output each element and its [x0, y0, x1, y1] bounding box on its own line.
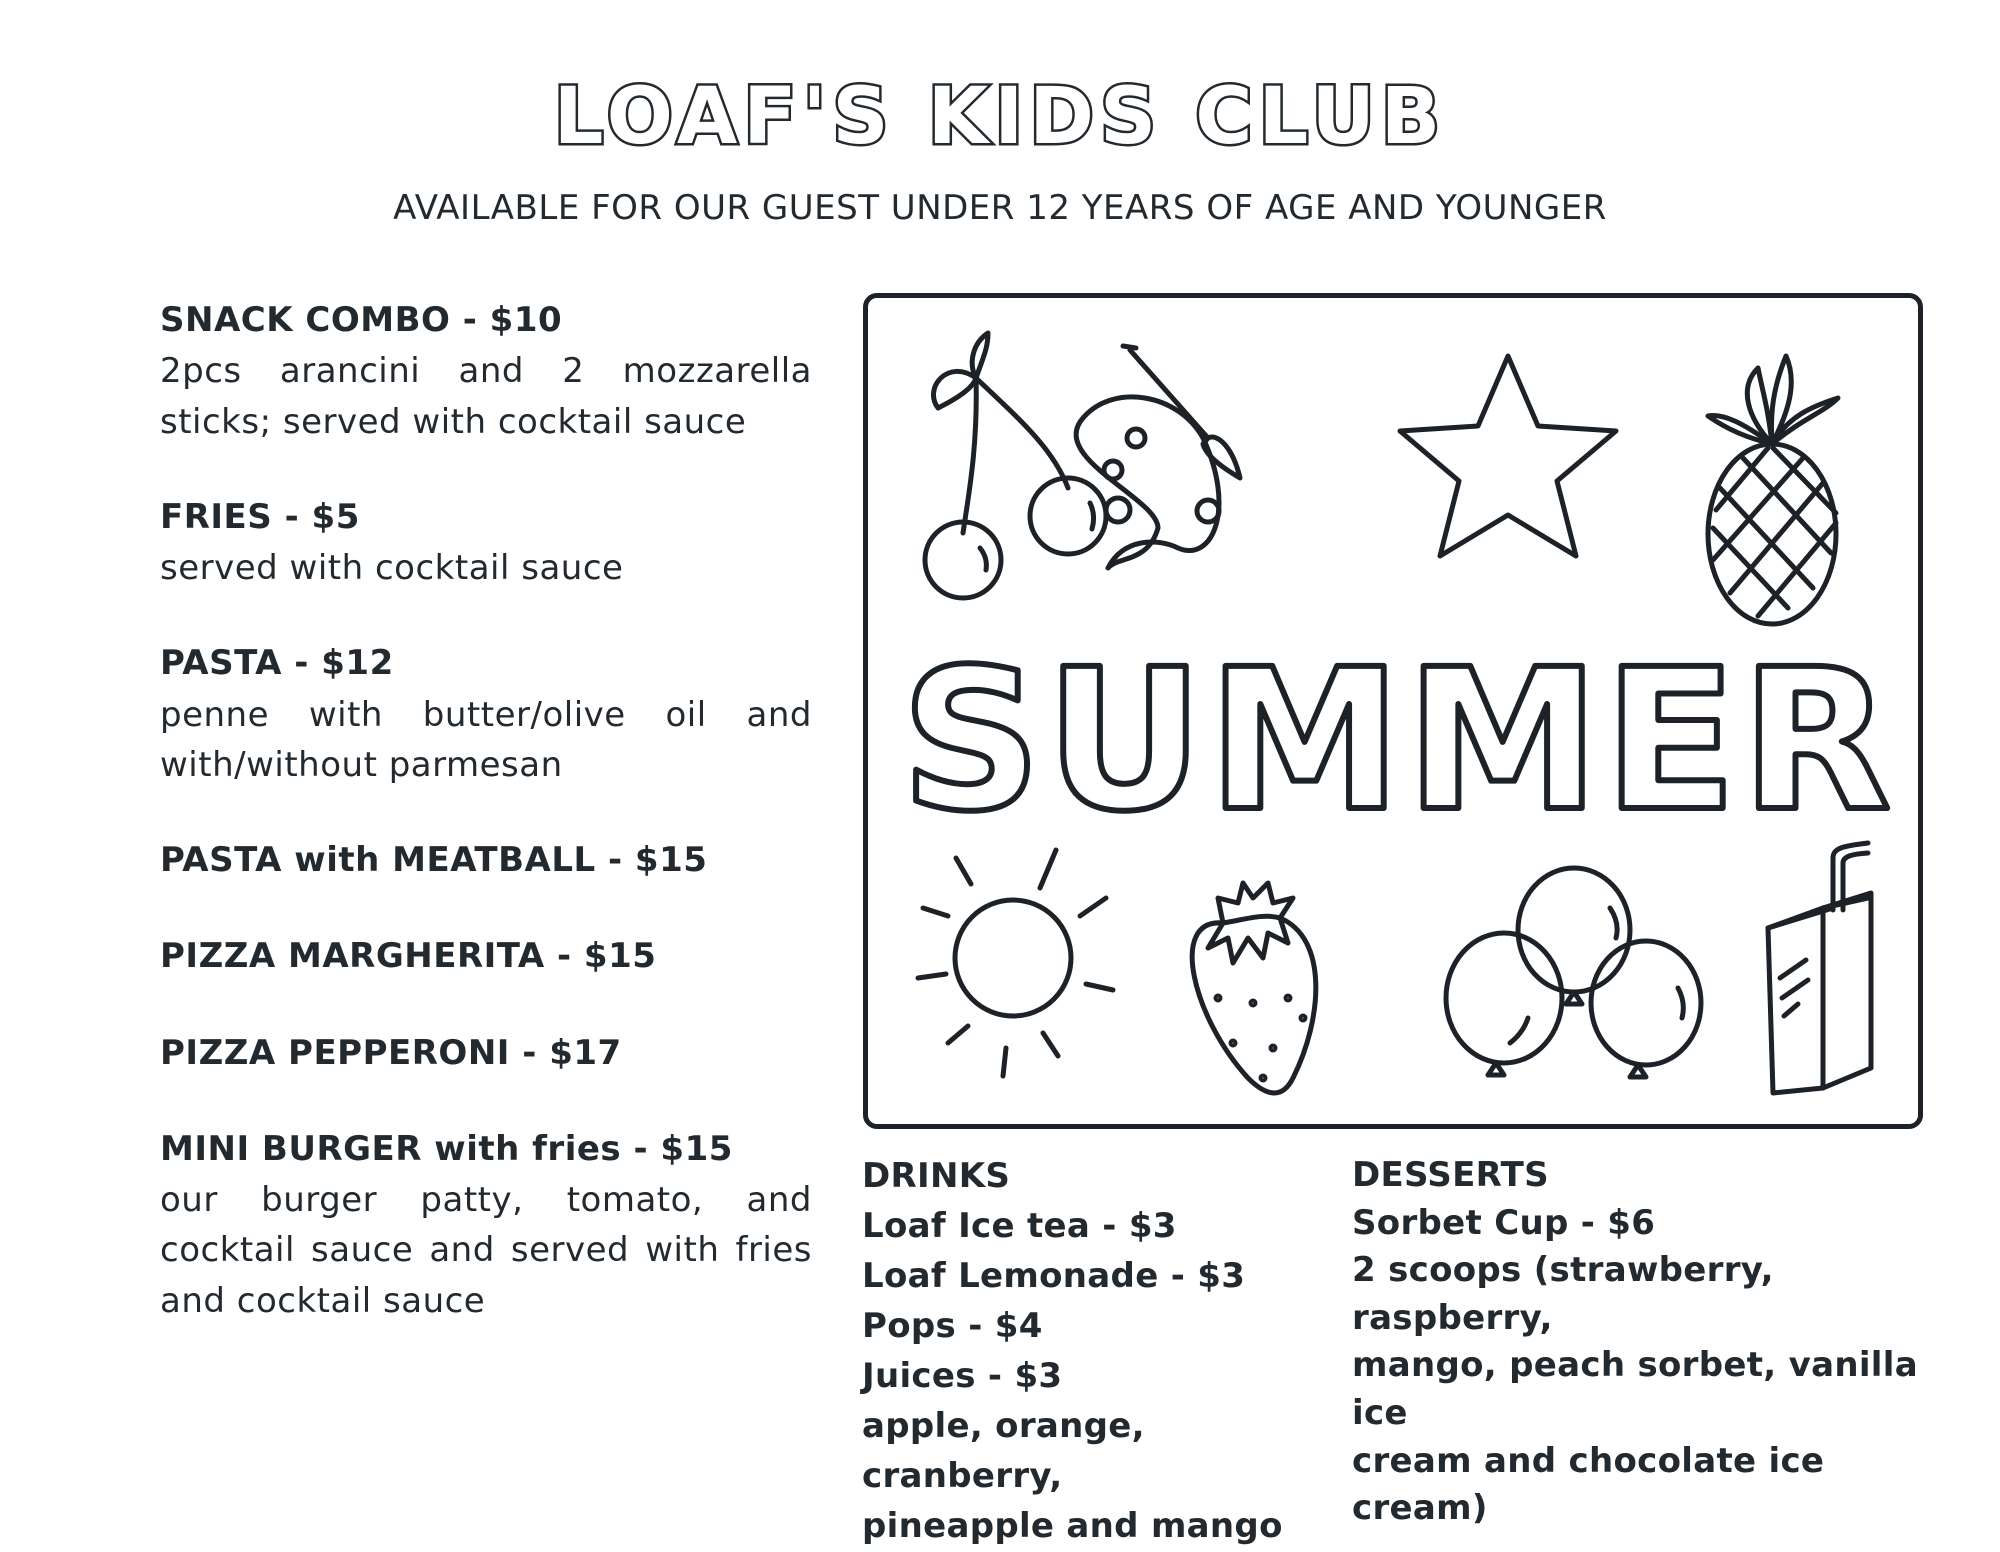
menu-item-name: MINI BURGER with fries - $15 [160, 1128, 733, 1169]
menu-item-name: PIZZA MARGHERITA - $15 [160, 936, 657, 977]
menu-item [160, 1031, 812, 1075]
dessert-line: 2 scoops (strawberry, raspberry, [1352, 1250, 1774, 1338]
drink-line: Pops - $4 [862, 1305, 1043, 1346]
menu-item-description: 2pcs arancini and 2 mozzarella sticks; served with cocktail sauce [160, 351, 812, 442]
summer-word: SUMMER [900, 627, 1896, 854]
drink-line: Loaf Lemonade - $3 [862, 1255, 1246, 1296]
menu-item-name: PASTA with MEATBALL - $15 [160, 840, 708, 881]
menu-item [160, 1127, 812, 1326]
drink-line: pineapple and mango [862, 1505, 1283, 1546]
menu-subtitle: AVAILABLE FOR OUR GUEST UNDER 12 YEARS OF AGE AND YOUNGER [393, 188, 1607, 228]
menu-item [160, 298, 812, 447]
menu-item-description: penne with butter/olive oil and with/without parmesan [160, 694, 812, 785]
star-icon [1400, 356, 1616, 556]
desserts-section [1352, 1152, 1932, 1533]
menu-item-description: served with cocktail sauce [160, 548, 624, 588]
desserts-heading: DESSERTS [1352, 1155, 1549, 1195]
pineapple-icon [1708, 356, 1838, 624]
dessert-line: cream and chocolate ice cream) [1352, 1440, 1825, 1529]
drinks-heading: DRINKS [862, 1156, 1011, 1196]
dessert-line: mango, peach sorbet, vanilla ice [1352, 1345, 1918, 1433]
menu-item [160, 495, 812, 594]
sun-icon [918, 850, 1113, 1076]
balloons-icon [1446, 868, 1701, 1077]
menu-item-name: FRIES - $5 [160, 496, 360, 537]
kids-menu-list [160, 298, 812, 1374]
summer-coloring-board [863, 293, 1923, 1129]
menu-item-name: SNACK COMBO - $10 [160, 300, 563, 340]
menu-item [160, 641, 812, 790]
menu-item-description: our burger patty, tomato, and cocktail sauce and served with fries and cocktail sauce [160, 1179, 812, 1321]
dessert-line: Sorbet Cup - $6 [1352, 1202, 1656, 1243]
menu-title: LOAF'S KIDS CLUB [553, 72, 1447, 162]
strawberry-icon [1192, 883, 1316, 1093]
menu-item [160, 934, 812, 978]
menu-item [160, 838, 812, 882]
drink-line: Loaf Ice tea - $3 [862, 1205, 1177, 1246]
cherries-icon [925, 333, 1106, 598]
drink-line: Juices - $3 [862, 1355, 1063, 1396]
menu-item-name: PASTA - $12 [160, 643, 394, 684]
juice-box-icon [1768, 843, 1871, 1093]
menu-item-name: PIZZA PEPPERONI - $17 [160, 1032, 622, 1073]
drink-line: apple, orange, cranberry, [862, 1405, 1145, 1496]
drinks-section [862, 1152, 1342, 1552]
